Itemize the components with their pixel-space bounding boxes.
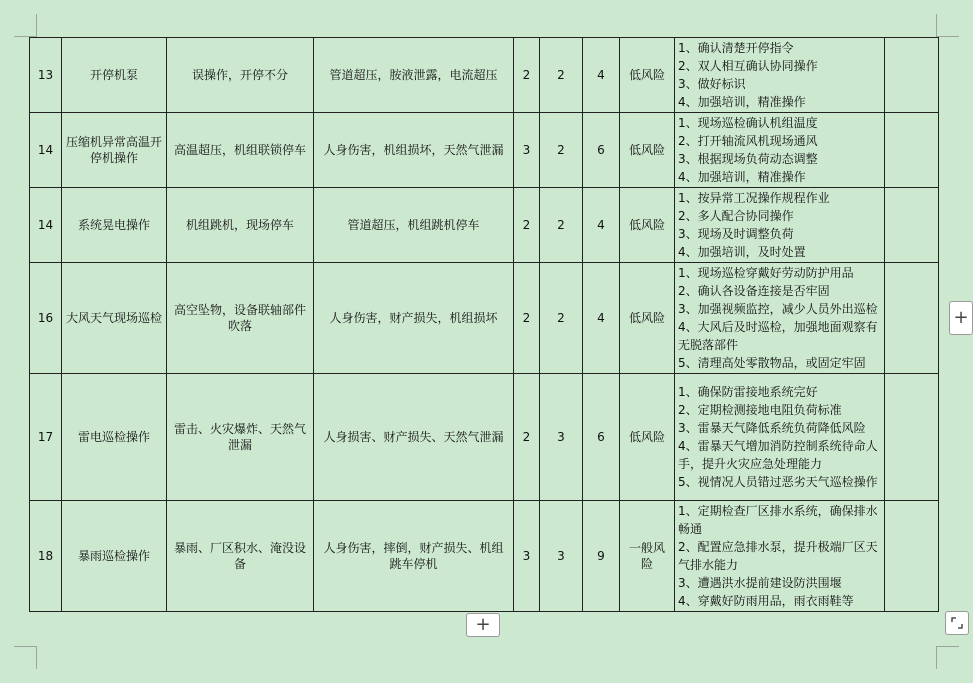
risk-level-cell[interactable]: 低风险	[620, 263, 675, 374]
table-row	[30, 188, 939, 263]
risk-level-cell[interactable]: 低风险	[620, 38, 675, 113]
risk-assessment-table[interactable]	[29, 37, 939, 612]
control-measures-cell[interactable]	[675, 113, 885, 188]
control-measure-item: 2、配置应急排水泵，提升极端厂区天气排水能力	[678, 540, 878, 572]
activity-cell[interactable]: 开停机泵	[62, 38, 167, 113]
row-number-cell[interactable]: 18	[30, 501, 62, 612]
control-measure-item: 1、现场巡检确认机组温度	[678, 116, 818, 130]
exposure-cell[interactable]: 2	[540, 38, 583, 113]
activity-cell[interactable]: 雷电巡检操作	[62, 374, 167, 501]
table-row	[30, 113, 939, 188]
remarks-cell[interactable]	[885, 374, 939, 501]
page-corner-mark-top-left	[14, 14, 37, 37]
add-row-button[interactable]	[466, 613, 500, 637]
consequence-cell[interactable]: 管道超压，胺液泄露，电流超压	[314, 38, 514, 113]
control-measure-item: 4、穿戴好防雨用品，雨衣雨鞋等	[678, 594, 854, 608]
control-measure-item: 4、雷暴天气增加消防控制系统待命人手，提升火灾应急处理能力	[678, 439, 878, 471]
likelihood-cell[interactable]: 2	[514, 263, 540, 374]
control-measure-item: 4、加强培训，及时处置	[678, 245, 806, 259]
control-measure-item: 4、加强培训，精准操作	[678, 95, 806, 109]
add-column-button[interactable]	[949, 301, 973, 335]
exposure-cell[interactable]: 3	[540, 501, 583, 612]
exposure-cell[interactable]: 3	[540, 374, 583, 501]
control-measures-cell[interactable]	[675, 374, 885, 501]
control-measure-item: 1、按异常工况操作规程作业	[678, 191, 830, 205]
control-measure-item: 3、遭遇洪水提前建设防洪围堰	[678, 576, 842, 590]
exposure-cell[interactable]: 2	[540, 188, 583, 263]
row-number-cell[interactable]: 13	[30, 38, 62, 113]
activity-cell[interactable]: 系统晃电操作	[62, 188, 167, 263]
control-measure-item: 1、确认清楚开停指令	[678, 41, 794, 55]
expand-icon	[950, 616, 964, 630]
control-measure-item: 1、现场巡检穿戴好劳动防护用品	[678, 266, 854, 280]
control-measure-item: 3、加强视频监控，减少人员外出巡检	[678, 302, 878, 316]
table-row	[30, 374, 939, 501]
consequence-cell[interactable]: 人身伤害，财产损失，机组损坏	[314, 263, 514, 374]
control-measure-item: 3、根据现场负荷动态调整	[678, 152, 818, 166]
control-measure-item: 5、视情况人员错过恶劣天气巡检操作	[678, 475, 878, 489]
table-row	[30, 501, 939, 612]
control-measures-cell[interactable]	[675, 38, 885, 113]
control-measure-item: 2、多人配合协同操作	[678, 209, 794, 223]
risk-score-cell[interactable]: 6	[583, 374, 620, 501]
activity-cell[interactable]: 大风天气现场巡检	[62, 263, 167, 374]
remarks-cell[interactable]	[885, 38, 939, 113]
control-measure-item: 1、定期检查厂区排水系统，确保排水畅通	[678, 504, 878, 536]
control-measure-item: 4、加强培训，精准操作	[678, 170, 806, 184]
remarks-cell[interactable]	[885, 263, 939, 374]
activity-cell[interactable]: 压缩机异常高温开停机操作	[62, 113, 167, 188]
consequence-cell[interactable]: 人身损害、财产损失、天然气泄漏	[314, 374, 514, 501]
page-corner-mark-top-right	[936, 14, 959, 37]
control-measure-item: 1、确保防雷接地系统完好	[678, 385, 818, 399]
likelihood-cell[interactable]: 2	[514, 38, 540, 113]
likelihood-cell[interactable]: 3	[514, 113, 540, 188]
control-measure-item: 3、做好标识	[678, 77, 746, 91]
risk-level-cell[interactable]: 一般风险	[620, 501, 675, 612]
page-corner-mark-bottom-left	[14, 646, 37, 669]
hazard-cell[interactable]: 高空坠物，设备联轴部件吹落	[167, 263, 314, 374]
row-number-cell[interactable]: 16	[30, 263, 62, 374]
exposure-cell[interactable]: 2	[540, 113, 583, 188]
likelihood-cell[interactable]: 3	[514, 501, 540, 612]
hazard-cell[interactable]: 暴雨、厂区积水、淹没设备	[167, 501, 314, 612]
exposure-cell[interactable]: 2	[540, 263, 583, 374]
risk-score-cell[interactable]: 4	[583, 188, 620, 263]
control-measure-item: 2、确认各设备连接是否牢固	[678, 284, 830, 298]
risk-score-cell[interactable]: 4	[583, 38, 620, 113]
remarks-cell[interactable]	[885, 188, 939, 263]
row-number-cell[interactable]: 14	[30, 188, 62, 263]
hazard-cell[interactable]: 机组跳机，现场停车	[167, 188, 314, 263]
risk-level-cell[interactable]: 低风险	[620, 374, 675, 501]
likelihood-cell[interactable]: 2	[514, 374, 540, 501]
control-measure-item: 3、现场及时调整负荷	[678, 227, 794, 241]
control-measures-cell[interactable]	[675, 501, 885, 612]
page-corner-mark-bottom-right	[936, 646, 959, 669]
control-measures-cell[interactable]	[675, 188, 885, 263]
hazard-cell[interactable]: 误操作，开停不分	[167, 38, 314, 113]
risk-level-cell[interactable]: 低风险	[620, 113, 675, 188]
plus-icon: +	[475, 614, 491, 635]
hazard-cell[interactable]: 高温超压，机组联锁停车	[167, 113, 314, 188]
control-measure-item: 3、雷暴天气降低系统负荷降低风险	[678, 421, 866, 435]
consequence-cell[interactable]: 管道超压，机组跳机停车	[314, 188, 514, 263]
risk-score-cell[interactable]: 4	[583, 263, 620, 374]
row-number-cell[interactable]: 14	[30, 113, 62, 188]
control-measure-item: 2、双人相互确认协同操作	[678, 59, 818, 73]
control-measure-item: 2、定期检测接地电阻负荷标准	[678, 403, 842, 417]
table-row	[30, 38, 939, 113]
table-expand-button[interactable]	[945, 611, 969, 635]
row-number-cell[interactable]: 17	[30, 374, 62, 501]
remarks-cell[interactable]	[885, 113, 939, 188]
control-measure-item: 2、打开轴流风机现场通风	[678, 134, 818, 148]
likelihood-cell[interactable]: 2	[514, 188, 540, 263]
control-measure-item: 4、大风后及时巡检，加强地面观察有无脱落部件	[678, 320, 878, 352]
table-row	[30, 263, 939, 374]
control-measure-item: 5、清理高处零散物品，或固定牢固	[678, 356, 866, 370]
risk-score-cell[interactable]: 6	[583, 113, 620, 188]
hazard-cell[interactable]: 雷击、火灾爆炸、天然气泄漏	[167, 374, 314, 501]
control-measures-cell[interactable]	[675, 263, 885, 374]
consequence-cell[interactable]: 人身伤害，摔倒，财产损失、机组跳车停机	[314, 501, 514, 612]
remarks-cell[interactable]	[885, 501, 939, 612]
consequence-cell[interactable]: 人身伤害，机组损坏，天然气泄漏	[314, 113, 514, 188]
risk-level-cell[interactable]: 低风险	[620, 188, 675, 263]
activity-cell[interactable]: 暴雨巡检操作	[62, 501, 167, 612]
plus-icon: +	[953, 307, 969, 328]
risk-score-cell[interactable]: 9	[583, 501, 620, 612]
